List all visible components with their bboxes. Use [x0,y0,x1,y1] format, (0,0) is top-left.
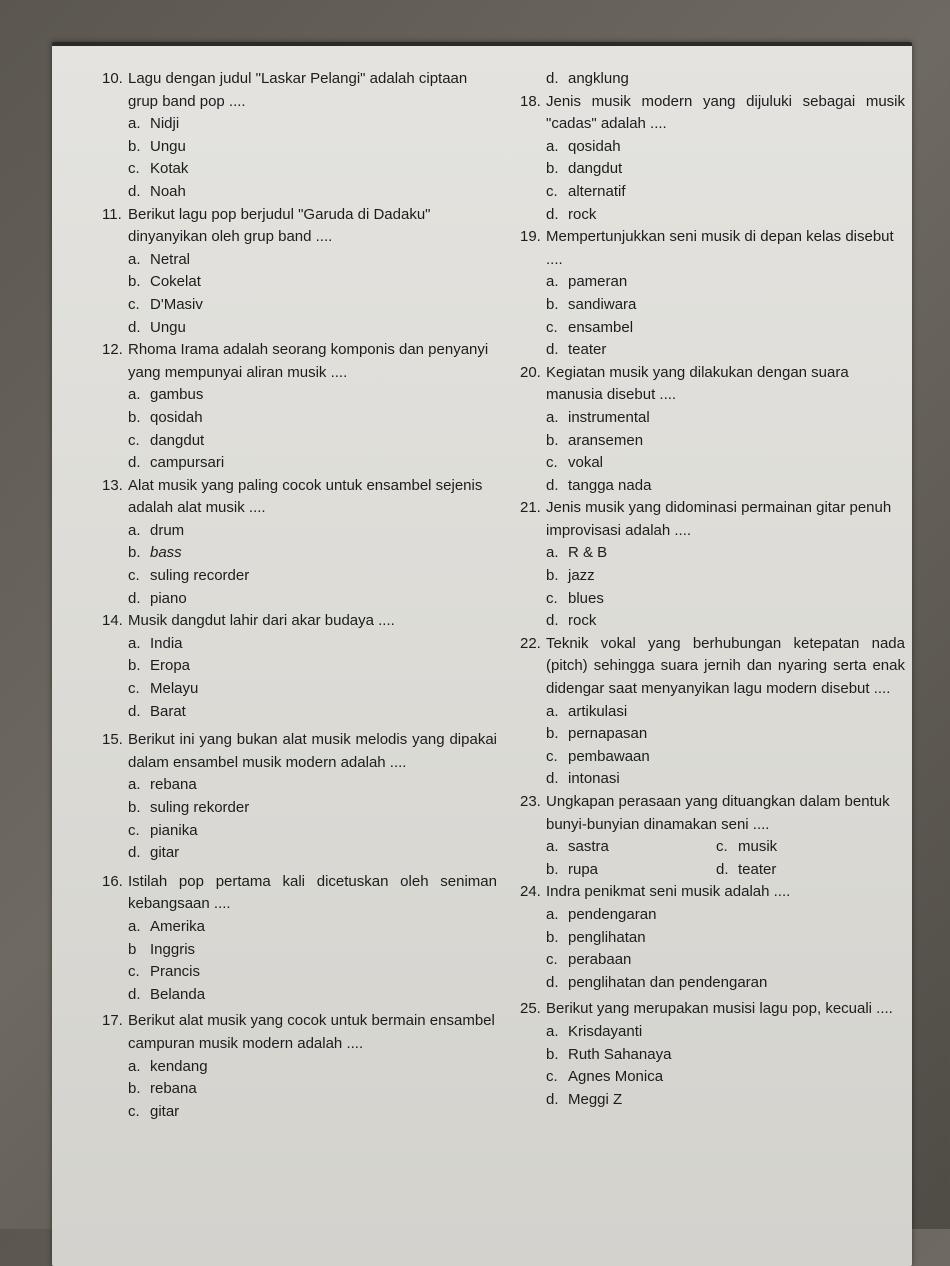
option-letter: a. [546,838,559,856]
option-text: Ruth Sahanaya [568,1045,672,1063]
option-text: teater [568,341,607,359]
option-text: Kotak [150,160,189,178]
option-b[interactable] [520,430,905,453]
option-letter: a. [546,137,559,155]
option-a[interactable] [102,774,497,797]
option-text: Belanda [150,985,206,1003]
option-c[interactable] [716,836,886,859]
option-d[interactable] [102,701,497,724]
option-b[interactable] [102,271,497,294]
question-22 [520,633,905,791]
question-stem: Jenis musik modern yang dijuluki sebagai musik "cadas" adalah .... [546,92,905,133]
question-11 [102,204,497,340]
option-d[interactable] [520,68,905,91]
question-stem: Mempertunjukkan seni musik di depan kelas disebut .... [546,228,894,268]
option-letter: c. [128,1102,140,1120]
option-text: penglihatan [568,928,646,946]
option-letter: d. [546,205,559,223]
option-text: pernapasan [568,725,648,743]
option-letter: d. [546,612,559,630]
question-14 [102,610,497,723]
question-stem: Indra penikmat seni musik adalah .... [546,883,791,901]
option-letter: c. [128,160,140,178]
option-text: teater [738,860,777,878]
question-number: 19. [520,228,541,246]
option-d[interactable] [520,475,905,498]
option-text: Noah [150,182,186,200]
option-d[interactable] [102,984,497,1007]
question-number: 16. [102,872,123,890]
option-letter: c. [128,567,140,585]
option-letter: b. [128,799,141,816]
right-column [520,68,905,1111]
question-number: 20. [520,363,541,381]
option-letter: c. [546,318,558,336]
option-letter: a. [128,634,141,652]
option-letter: d. [128,182,141,200]
option-letter: c. [546,182,558,200]
question-25 [520,998,905,1111]
options-row-2 [520,859,905,882]
option-letter: c. [546,747,558,765]
question-number: 11. [102,205,122,223]
option-text: bass [150,544,182,562]
option-letter: d. [716,860,729,878]
option-letter: d. [128,318,141,336]
question-number: 24. [520,883,541,901]
option-b[interactable] [520,565,905,588]
option-a[interactable] [520,407,905,430]
question-stem: Teknik vokal yang berhubungan ketepatan nada (pitch) sehingga suara jernih dan nyaring serta enak didengar saat menyanyikan lagu modern disebut .... [546,634,905,698]
option-text: suling recorder [150,567,250,585]
option-text: gitar [150,1102,180,1120]
option-a[interactable] [102,249,497,272]
option-letter: a. [128,1057,141,1075]
option-letter: c. [128,295,140,313]
option-letter: a. [546,702,559,720]
option-letter: b. [128,657,141,675]
option-text: qosidah [568,137,621,155]
option-letter: b. [128,544,141,562]
option-text: pameran [568,273,628,291]
option-letter: b. [128,408,141,426]
option-c[interactable] [102,565,497,588]
option-text: pembawaan [568,747,650,765]
option-a[interactable] [102,384,497,407]
option-text: vokal [568,454,604,472]
question-stem: Rhoma Irama adalah seorang komponis dan penyanyi yang mempunyai aliran musik .... [128,341,489,381]
option-c[interactable] [520,746,905,769]
option-letter: b. [128,273,141,291]
question-stem: Berikut yang merupakan musisi lagu pop, kecuali .... [546,1000,893,1018]
option-letter: d. [128,844,141,862]
option-letter: a. [128,386,141,404]
question-15 [102,729,497,865]
question-21 [520,497,905,633]
question-24 [520,881,905,994]
option-b[interactable] [520,927,905,950]
question-16 [102,871,497,1007]
question-number: 14. [102,612,123,630]
question-12 [102,339,497,475]
option-text: pianika [150,821,198,839]
question-18 [520,91,905,227]
question-number: 10. [102,70,123,87]
option-text: penglihatan dan pendengaran [568,973,768,991]
option-text: Prancis [150,963,201,981]
option-letter: b. [546,295,559,313]
option-letter: c. [128,963,140,981]
option-letter: b. [546,928,559,946]
option-text: sastra [568,838,609,856]
option-d[interactable] [102,317,497,340]
option-letter: d. [546,770,559,788]
question-stem: Lagu dengan judul "Laskar Pelangi" adalah ciptaan grup band pop .... [128,70,468,110]
option-text: R & B [568,544,608,562]
option-c[interactable] [102,1101,497,1124]
option-text: Melayu [150,680,199,698]
option-d[interactable] [102,842,497,865]
option-letter: c. [546,589,558,607]
option-text: Nidji [150,115,180,133]
question-stem: Berikut alat musik yang cocok untuk bermain ensambel campuran musik modern adalah .... [128,1012,495,1052]
option-b[interactable] [520,1044,905,1067]
option-a[interactable] [520,701,905,724]
option-a[interactable] [102,113,497,136]
option-text: Ungu [150,318,186,336]
option-c[interactable] [520,317,905,340]
option-c[interactable] [102,430,497,453]
option-b[interactable] [102,407,497,430]
option-text: rupa [568,860,599,878]
option-text: campursari [150,454,225,472]
option-letter: b. [546,860,559,878]
option-text: rock [568,205,597,223]
option-text: Krisdayanti [568,1022,643,1040]
question-20 [520,362,905,498]
option-a[interactable] [102,633,497,656]
option-text: Inggris [150,940,196,958]
option-b[interactable] [102,1078,497,1101]
option-letter: a. [546,544,559,562]
option-letter: b [128,940,137,958]
option-text: Agnes Monica [568,1068,664,1086]
option-b[interactable] [102,797,497,820]
option-c[interactable] [102,158,497,181]
option-text: tangga nada [568,476,652,494]
option-letter: a. [128,776,141,794]
option-c[interactable] [102,678,497,701]
question-19 [520,226,905,362]
option-text: drum [150,521,185,539]
option-letter: d. [128,702,141,720]
option-letter: a. [546,408,559,426]
option-text: rebana [150,1080,197,1098]
option-text: dangdut [150,431,205,449]
option-letter: c. [128,680,140,698]
option-b[interactable] [520,723,905,746]
option-d[interactable] [520,972,905,995]
option-letter: d. [128,454,141,472]
option-letter: c. [546,1068,558,1086]
option-c[interactable] [520,588,905,611]
question-number: 13. [102,476,123,494]
question-17 [102,1010,497,1123]
carryover-option [520,68,905,91]
option-text: gitar [150,844,180,862]
option-text: musik [738,838,778,856]
option-text: ensambel [568,318,634,336]
option-text: Cokelat [150,273,201,291]
option-c[interactable] [102,961,497,984]
option-text: perabaan [568,951,632,969]
option-text: artikulasi [568,702,628,720]
option-c[interactable] [520,181,905,204]
option-text: pendengaran [568,905,657,923]
option-text: Eropa [150,657,191,675]
option-c[interactable] [520,1066,905,1089]
option-text: piano [150,589,187,607]
option-letter: c. [128,431,140,449]
option-a[interactable] [520,271,905,294]
option-d[interactable] [102,588,497,611]
option-text: Netral [150,250,191,268]
option-letter: d. [128,589,141,607]
option-d[interactable] [520,339,905,362]
option-d[interactable] [102,452,497,475]
option-c[interactable] [102,820,497,843]
option-letter: c. [716,838,728,856]
option-text: gambus [150,386,204,404]
question-stem: Alat musik yang paling cocok untuk ensambel sejenis adalah alat musik .... [128,476,483,517]
option-a[interactable] [102,1056,497,1079]
option-letter: d. [546,973,559,991]
option-letter: d. [128,985,141,1003]
option-letter: d. [546,70,559,87]
question-stem: Berikut ini yang bukan alat musik melodis yang dipakai dalam ensambel musik modern adalah .... [128,731,497,771]
option-letter: a. [128,250,141,268]
options-row-1 [520,836,905,859]
option-text: India [150,634,183,652]
question-stem: Jenis musik yang didominasi permainan gitar penuh improvisasi adalah .... [546,499,892,539]
question-stem: Kegiatan musik yang dilakukan dengan suara manusia disebut .... [546,363,849,404]
option-text: kendang [150,1057,208,1075]
option-text: Amerika [150,917,206,935]
question-number: 17. [102,1012,123,1030]
option-d[interactable] [520,1089,905,1112]
option-letter: a. [546,273,559,291]
option-letter: b. [128,137,141,155]
question-stem: Berikut lagu pop berjudul "Garuda di Dadaku" dinyanyikan oleh grup band .... [128,205,431,246]
option-a[interactable] [520,1021,905,1044]
option-letter: b. [546,725,559,743]
option-text: Meggi Z [568,1090,623,1108]
option-d[interactable] [716,859,886,882]
option-letter: d. [546,1090,559,1108]
left-column [102,68,497,1123]
question-13 [102,475,497,611]
option-text: alternatif [568,182,626,200]
option-b[interactable] [102,655,497,678]
option-letter: d. [546,476,559,494]
option-b[interactable] [520,294,905,317]
question-number: 22. [520,634,541,652]
option-letter: d. [546,341,559,359]
option-a[interactable] [102,916,497,939]
question-number: 23. [520,793,541,810]
option-text: angklung [568,70,629,87]
option-text: Barat [150,702,186,720]
option-b[interactable] [546,859,716,882]
option-letter: a. [546,1022,559,1040]
option-letter: a. [128,521,141,539]
option-letter: a. [546,905,559,923]
question-stem: Istilah pop pertama kali dicetuskan oleh seniman kebangsaan .... [128,872,497,913]
option-letter: b. [546,567,559,585]
option-a[interactable] [102,520,497,543]
worksheet-page [52,42,912,1266]
option-b[interactable] [102,136,497,159]
option-text: intonasi [568,770,620,788]
option-text: qosidah [150,408,203,426]
option-text: rock [568,612,597,630]
question-23 [520,791,905,881]
option-text: sandiwara [568,295,637,313]
option-a[interactable] [546,836,716,859]
question-stem: Musik dangdut lahir dari akar budaya .... [128,612,395,630]
option-text: Ungu [150,137,186,155]
option-c[interactable] [520,949,905,972]
option-c[interactable] [520,452,905,475]
option-letter: b. [546,431,559,449]
option-letter: c. [546,454,558,472]
option-text: D'Masiv [150,295,203,313]
question-10 [102,68,497,204]
question-number: 15. [102,731,123,749]
option-text: instrumental [568,408,650,426]
option-text: suling rekorder [150,799,250,816]
option-a[interactable] [520,904,905,927]
question-number: 12. [102,341,123,359]
option-a[interactable] [520,136,905,159]
option-letter: a. [128,115,141,133]
option-letter: b. [546,1045,559,1063]
option-letter: a. [128,917,141,935]
question-number: 21. [520,499,541,517]
option-a[interactable] [520,542,905,565]
option-d[interactable] [520,204,905,227]
option-letter: c. [546,951,558,969]
option-text: rebana [150,776,197,794]
option-d[interactable] [520,768,905,791]
option-c[interactable] [102,294,497,317]
option-letter: b. [128,1080,141,1098]
option-b[interactable] [520,158,905,181]
question-number: 18. [520,92,541,110]
option-b[interactable] [102,542,497,565]
option-b[interactable] [102,939,497,962]
option-letter: b. [546,160,559,178]
option-letter: c. [128,821,140,839]
option-d[interactable] [102,181,497,204]
option-text: aransemen [568,431,644,449]
question-stem: Ungkapan perasaan yang dituangkan dalam bentuk bunyi-bunyian dinamakan seni .... [546,793,890,833]
option-text: blues [568,589,604,607]
option-d[interactable] [520,610,905,633]
question-number: 25. [520,1000,541,1018]
option-text: jazz [568,567,595,585]
option-text: dangdut [568,160,623,178]
